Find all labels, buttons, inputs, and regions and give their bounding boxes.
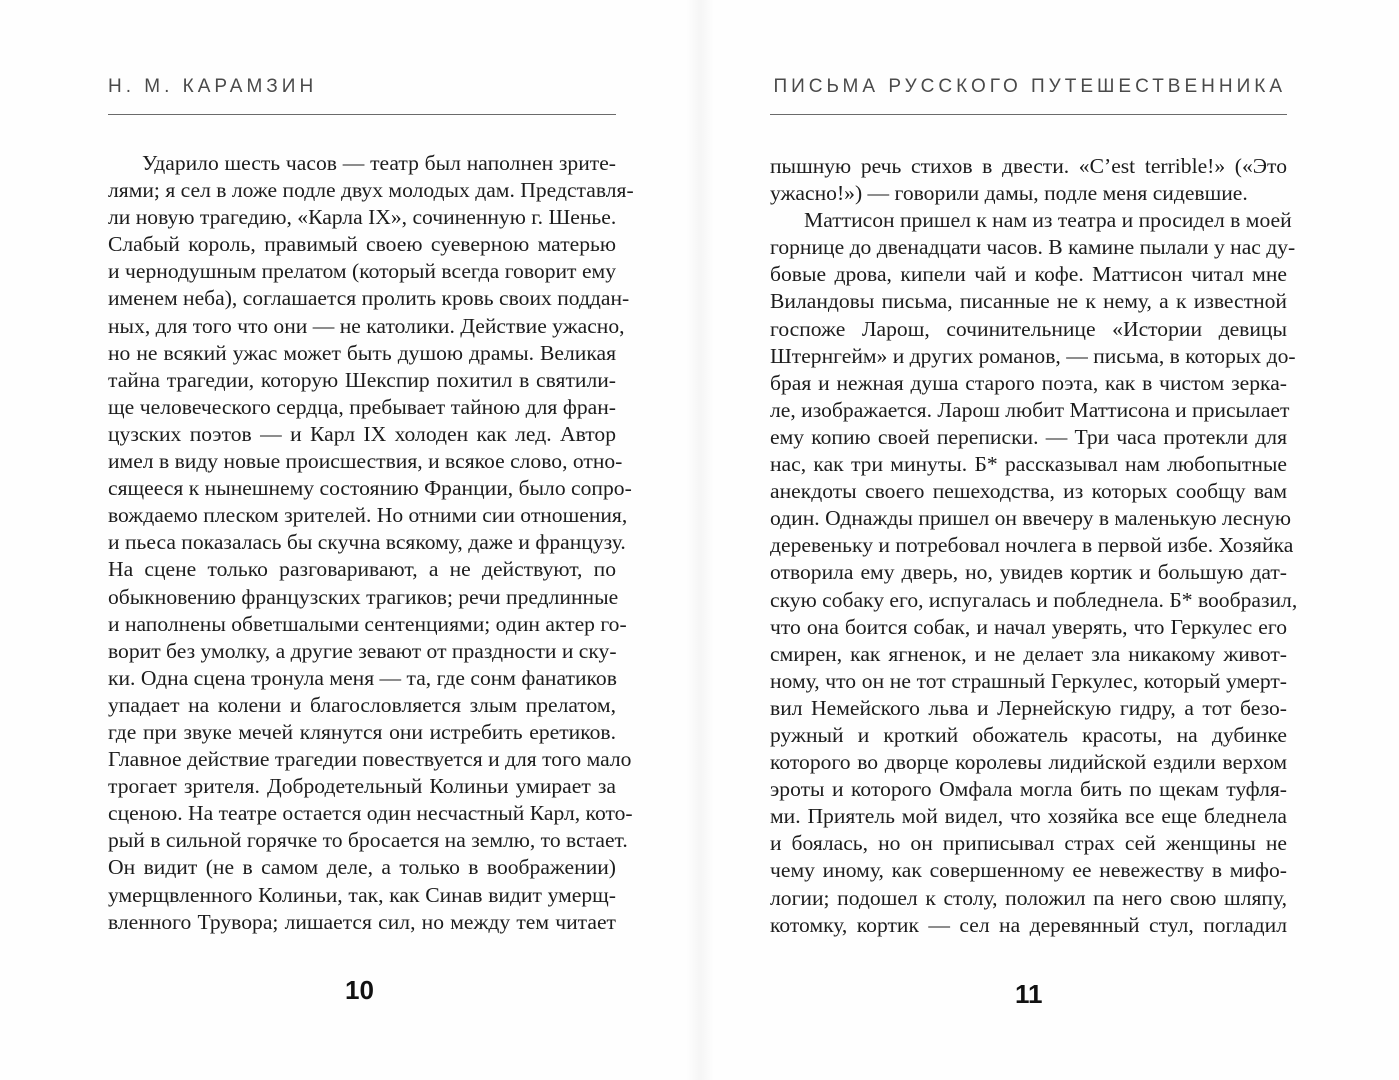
text-line: котомку, кортик — сел на деревянный стул, погладил: [770, 912, 1287, 937]
text-line: ему копию своей переписки. — Три часа протекли для: [770, 424, 1287, 449]
text-line: сценою. На театре остается один несчастный Карл, кото-: [108, 801, 633, 826]
text-line: ще человеческого сердца, пребывает тайною для фран-: [108, 394, 616, 419]
text-line: отворила ему дверь, но, увидев кортик и большую дат-: [770, 560, 1287, 585]
body-text: [108, 150, 634, 936]
text-line: ле, изображается. Ларош любит Маттисона и присылает: [770, 397, 1290, 422]
running-head-author: Н. М. КАРАМЗИН: [108, 76, 318, 97]
header-rule: [108, 114, 616, 115]
text-line: анекдоты своего пешеходства, из которых сообщу вам: [770, 479, 1287, 504]
text-line: один. Однажды пришел он ввечеру в маленькую лесную: [770, 506, 1291, 531]
text-line: и боялась, но он приписывал страх сей женщины не: [770, 831, 1287, 856]
text-line: трогает зрителя. Добродетельный Колиньи умирает за: [108, 774, 616, 799]
text-line: вождаемо плеском зрителей. Но отними сии отношения,: [108, 503, 628, 528]
text-line: брая и нежная душа старого поэта, как в чистом зерка-: [770, 370, 1287, 395]
text-line: и наполнены обветшалыми сентенциями; один актер го-: [108, 611, 627, 636]
text-line: скую собаку его, испугалась и побледнела. Б* вообразил,: [770, 587, 1298, 612]
text-line: Штернгейм» и других романов, — письма, в которых до-: [770, 343, 1296, 368]
text-line: Маттисон пришел к нам из театра и просидел в моей: [804, 208, 1292, 233]
text-line: смирен, как ягненок, и не делает зла никакому живот-: [770, 641, 1287, 666]
text-line: деревеньку и потребовал ночлега в первой избе. Хозяйка: [770, 533, 1294, 558]
running-head-title: ПИСЬМА РУССКОГО ПУТЕШЕСТВЕННИКА: [773, 76, 1286, 97]
text-line: и чернодушным прелатом (который всегда говорит ему: [108, 259, 616, 284]
text-line: цузских поэтов — и Карл IX холоден как лед. Автор: [108, 421, 616, 446]
text-line: ружный и кроткий обожатель красоты, на дубинке: [770, 722, 1287, 747]
text-line: логии; подошел к столу, положил па него свою шляпу,: [770, 885, 1287, 910]
text-line: Главное действие трагедии повествуется и для того мало: [108, 747, 632, 772]
text-line: вил Немейского льва и Лернейскую гидру, а тот безо-: [770, 695, 1287, 720]
text-line: ки. Одна сцена тронула меня — та, где сонм фанатиков: [108, 665, 617, 690]
text-line: На сцене только разговаривают, а не действуют, по: [108, 557, 616, 582]
text-line: сящееся к нынешнему состоянию Франции, было сопро-: [108, 476, 632, 501]
text-line: обыкновению французских трагиков; речи предлинные: [108, 584, 619, 609]
text-line: что она боится собак, и начал уверять, что Геркулес его: [770, 614, 1287, 639]
text-line: горнице до двенадцати часов. В камине пылали у нас ду-: [770, 235, 1296, 260]
text-line: пышную речь стихов в двести. «C’est terrible!» («Это: [770, 154, 1287, 178]
page-number: 11: [1015, 979, 1043, 1009]
text-line: бовые дрова, кипели чай и кофе. Маттисон читал мне: [770, 262, 1287, 287]
header-rule: [770, 114, 1287, 115]
text-line: чему иному, как совершенному ее невежеству в мифо-: [770, 858, 1287, 883]
text-line: именем неба), соглашается пролить кровь своих поддан-: [108, 286, 630, 311]
text-line: имел в виду новые происшествия, и всякое слово, отно-: [108, 449, 623, 474]
text-line: которого во дворце королевы лидийской ездили верхом: [770, 750, 1287, 775]
text-line: ужасно!») — говорили дамы, подле меня сидевшие.: [770, 181, 1248, 206]
text-line: ми. Приятель мой видел, что хозяйка все еще бледнела: [770, 804, 1287, 829]
text-line: умерщвленного Колиньи, так, как Синав видит умерщ-: [108, 882, 616, 907]
text-line: рый в сильной горячке то бросается на землю, то встает.: [108, 828, 628, 853]
right-page: [700, 0, 1399, 1080]
text-line: Ударило шесть часов — театр был наполнен зрите-: [142, 151, 616, 175]
text-line: лями; я сел в ложе подле двух молодых дам. Представля-: [108, 178, 634, 203]
text-line: ли новую трагедию, «Карла IX», сочиненную г. Шенье.: [108, 205, 617, 230]
text-line: Слабый король, правимый своею суеверною матерью: [108, 232, 616, 257]
text-line: эроты и которого Омфала могла бить по щекам туфля-: [770, 777, 1287, 802]
text-line: и пьеса показалась бы скучна всякому, даже и французу.: [108, 530, 626, 555]
text-line: где при звуке мечей клянутся они истребить еретиков.: [108, 719, 616, 744]
text-line: вленного Трувора; лишается сил, но между тем читает: [108, 909, 616, 934]
page-number: 10: [345, 975, 374, 1005]
text-line: нас, как три минуты. Б* рассказывал нам любопытные: [770, 452, 1287, 477]
text-line: Виландовы письма, писанные не к нему, а к известной: [770, 289, 1287, 314]
text-line: ному, что он не тот страшный Геркулес, который умерт-: [770, 668, 1287, 693]
text-line: ворит без умолку, а другие зевают от праздности и ску-: [108, 638, 617, 663]
text-line: упадает на колени и благословляется злым прелатом,: [108, 692, 616, 717]
text-line: Он видит (не в самом деле, а только в воображении): [108, 855, 616, 880]
text-line: госпоже Ларош, сочинительнице «Истории девицы: [770, 316, 1287, 341]
body-text: [770, 153, 1298, 939]
text-line: но не всякий ужас может быть душою драмы. Великая: [108, 340, 616, 365]
text-line: ных, для того что они — не католики. Действие ужасно,: [108, 313, 625, 338]
text-line: тайна трагедии, которую Шекспир похитил в святили-: [108, 367, 616, 392]
